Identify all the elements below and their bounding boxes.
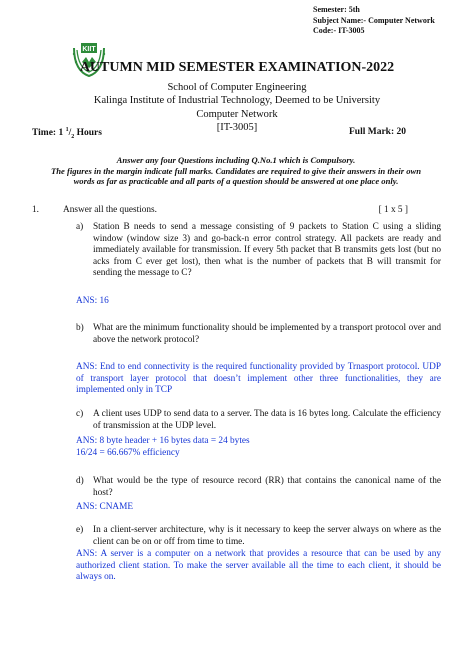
part-letter: a) [76,222,84,232]
part-answer: ANS: CNAME [76,502,134,512]
code-label: Code:- IT-3005 [313,26,365,35]
part-text: A client uses UDP to send data to a server. The data is 16 bytes long. Calculate the efficiency of transmission at the UDP level. [93,409,441,431]
school-name: School of Computer Engineering [167,82,307,93]
part-text: What would be the type of resource record (RR) that contains the canonical name of the host? [93,476,441,498]
svg-text:KIIT: KIIT [82,46,96,53]
part-answer: ANS: 16 [76,296,109,306]
instruction-line: The figures in the margin indicate full marks. Candidates are required to give their answers in their own [50,165,422,176]
instruction-line: Answer any four Questions including Q.No.1 which is Compulsory. [116,155,356,165]
part-letter: b) [76,323,84,333]
part-letter: c) [76,409,84,419]
part-answer: ANS: End to end connectivity is the required functionality provided by Trnasport protocol. UDP of transport layer protocol that doesn’t implement other three functionalities, they are implemented only in TCP [76,362,441,396]
part-answer [76,436,441,459]
part-letter: d) [76,476,84,486]
part-text: Station B needs to send a message consisting of 9 packets to Station C using a sliding window (window size 3) and go-back-n error control strategy. All packets are ready and immediately available for transmission. If every 5th packet that B transmits gets lost (but no acks from C ever get lost), then what is the number of packets that B will transmit for sending the message to C? [93,222,441,279]
institute-name: Kalinga Institute of Industrial Technology, Deemed to be University [93,95,381,107]
instruction-line: words as far as practicable and all parts of a question should be answered at one place only. [73,176,399,187]
course-name: Computer Network [196,108,278,120]
paper-meta [313,5,435,37]
subject-label: Subject Name:- Computer Network [313,15,435,25]
instructions [40,155,432,187]
full-mark: Full Mark: 20 [349,127,406,137]
time-allowed: Time: 1 $^1/_2$ Hours [32,127,102,141]
part-text: What are the minimum functionality should be implemented by a transport protocol over and above the network protocol? [93,323,441,345]
course-code: [IT-3005] [216,121,258,133]
answer-line: ANS: 8 byte header + 16 bytes data = 24 bytes [76,436,250,446]
semester-label: Semester: 5th [313,5,360,14]
question-number: 1. [32,205,39,215]
exam-title: AUTUMN MID SEMESTER EXAMINATION-2022 [79,60,395,75]
part-text: In a client-server architecture, why is it necessary to keep the server always on where as the client can be on or off from time to time. [93,525,441,547]
question-marks: [ 1 x 5 ] [378,205,408,215]
answer-line: 16/24 = 66.667% efficiency [76,447,180,458]
part-answer: ANS: A server is a computer on a network that provides a resource that can be used by any authorized client station. To make the server available all the time to each client, it should be always on. [76,549,441,583]
part-letter: e) [76,525,84,535]
question-heading: Answer all the questions. [63,205,157,215]
